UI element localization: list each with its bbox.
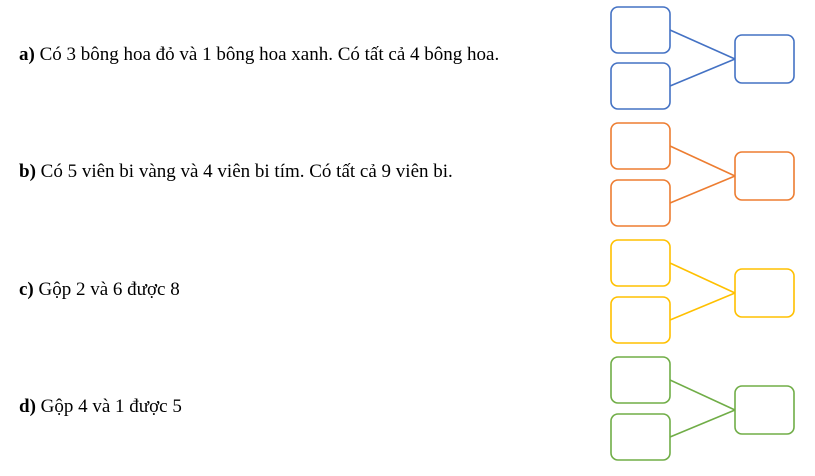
problem-c-label: c) bbox=[19, 279, 34, 300]
bond-d-bottom-connector bbox=[670, 410, 735, 437]
problem-d-label: d) bbox=[19, 396, 36, 417]
problem-a-label: a) bbox=[19, 44, 35, 65]
problem-c-text: Gộp 2 và 6 được 8 bbox=[33, 279, 180, 300]
bond-d-top-connector bbox=[670, 380, 735, 410]
bond-a-bottom-connector bbox=[670, 59, 735, 86]
bond-c-top-part-box[interactable] bbox=[611, 240, 670, 286]
bond-b-total-box[interactable] bbox=[735, 152, 794, 200]
bond-c-bottom-connector bbox=[670, 293, 735, 320]
problem-a-text: Có 3 bông hoa đỏ và 1 bông hoa xanh. Có tất cả 4 bông hoa. bbox=[34, 44, 500, 65]
bond-b-bottom-connector bbox=[670, 176, 735, 203]
bond-a-total-box[interactable] bbox=[735, 35, 794, 83]
bond-b-bottom-part-box[interactable] bbox=[611, 180, 670, 226]
number-bond-b bbox=[611, 123, 794, 226]
bond-c-total-box[interactable] bbox=[735, 269, 794, 317]
number-bond-c bbox=[611, 240, 794, 343]
bond-d-top-part-box[interactable] bbox=[611, 357, 670, 403]
bond-c-bottom-part-box[interactable] bbox=[611, 297, 670, 343]
problem-b-label: b) bbox=[19, 161, 36, 182]
number-bond-d bbox=[611, 357, 794, 460]
number-bond-a bbox=[611, 7, 794, 109]
bond-b-top-part-box[interactable] bbox=[611, 123, 670, 169]
bond-a-top-part-box[interactable] bbox=[611, 7, 670, 53]
bond-c-top-connector bbox=[670, 263, 735, 293]
bond-a-top-connector bbox=[670, 30, 735, 59]
bond-b-top-connector bbox=[670, 146, 735, 176]
bond-d-bottom-part-box[interactable] bbox=[611, 414, 670, 460]
bond-d-total-box[interactable] bbox=[735, 386, 794, 434]
problem-b-text: Có 5 viên bi vàng và 4 viên bi tím. Có tất cả 9 viên bi. bbox=[35, 161, 453, 182]
problem-d-text: Gộp 4 và 1 được 5 bbox=[35, 396, 182, 417]
bond-a-bottom-part-box[interactable] bbox=[611, 63, 670, 109]
